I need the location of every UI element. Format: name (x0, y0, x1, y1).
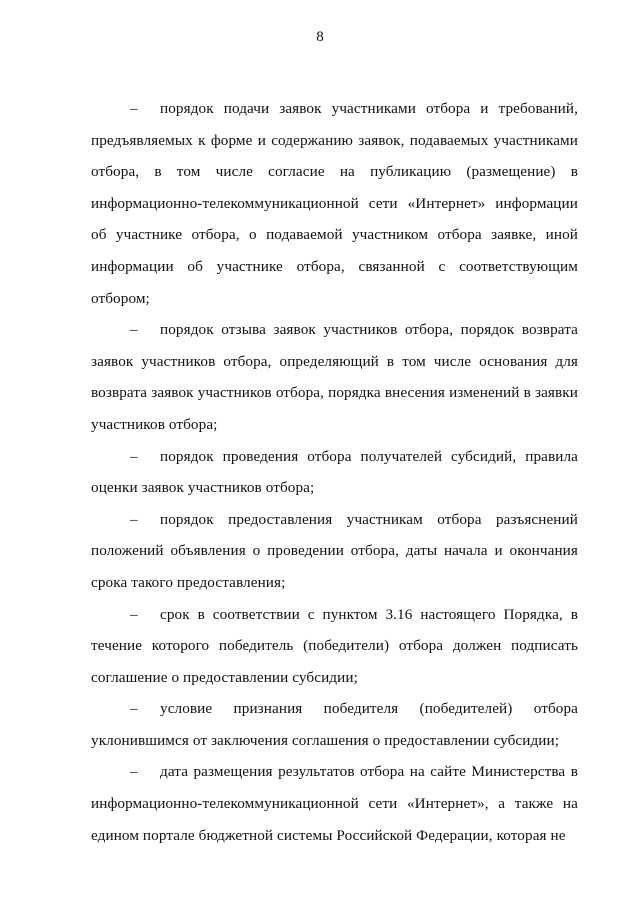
list-item-text: порядок отзыва заявок участников отбора, порядок возврата заявок участников отбора, определяющий в том числе основания для возврата заявок участников отбора, порядка внесения изменений в заявки участников отбора; (91, 321, 578, 433)
list-item-text: порядок предоставления участникам отбора разъяснений положений объявления о проведении отбора, даты начала и окончания срока такого предоставления; (91, 510, 578, 591)
list-item (91, 756, 578, 851)
dash-bullet: – (130, 700, 138, 718)
dash-bullet: – (130, 447, 138, 465)
dash-bullet: – (130, 510, 138, 528)
dash-bullet: – (130, 605, 138, 623)
list-item-text: дата размещения результатов отбора на сайте Министерства в информационно-телекоммуникационной сети «Интернет», а также на едином портале бюджетной системы Российской Федерации, которая не (91, 763, 578, 844)
list-item-text: порядок проведения отбора получателей субсидий, правила оценки заявок участников отбора; (91, 447, 578, 497)
list-item (91, 314, 578, 440)
list-item (91, 441, 578, 504)
dash-bullet: – (130, 763, 138, 781)
page-number: 8 (316, 29, 324, 45)
list-item (91, 693, 578, 756)
list-item (91, 504, 578, 599)
list-item-text: срок в соответствии с пунктом 3.16 настоящего Порядка, в течение которого победитель (победители) отбора должен подписать соглашение о предоставлении субсидии; (91, 605, 578, 686)
list-item (91, 93, 578, 314)
document-body (91, 93, 578, 851)
list-item-text: порядок подачи заявок участниками отбора и требований, предъявляемых к форме и содержанию заявок, подаваемых участниками отбора, в том числе согласие на публикацию (размещение) в информационно-телекоммуникационной сети «Интернет» информации об участнике отбора, о подаваемой участником отбора заявке, иной информации об участнике отбора, связанной с соответствующим отбором; (91, 100, 578, 307)
dash-bullet: – (130, 100, 138, 117)
list-item (91, 599, 578, 694)
dash-bullet: – (130, 321, 138, 339)
list-item-text: условие признания победителя (победителей) отбора уклонившимся от заключения соглашения о предоставлении субсидии; (91, 700, 578, 749)
